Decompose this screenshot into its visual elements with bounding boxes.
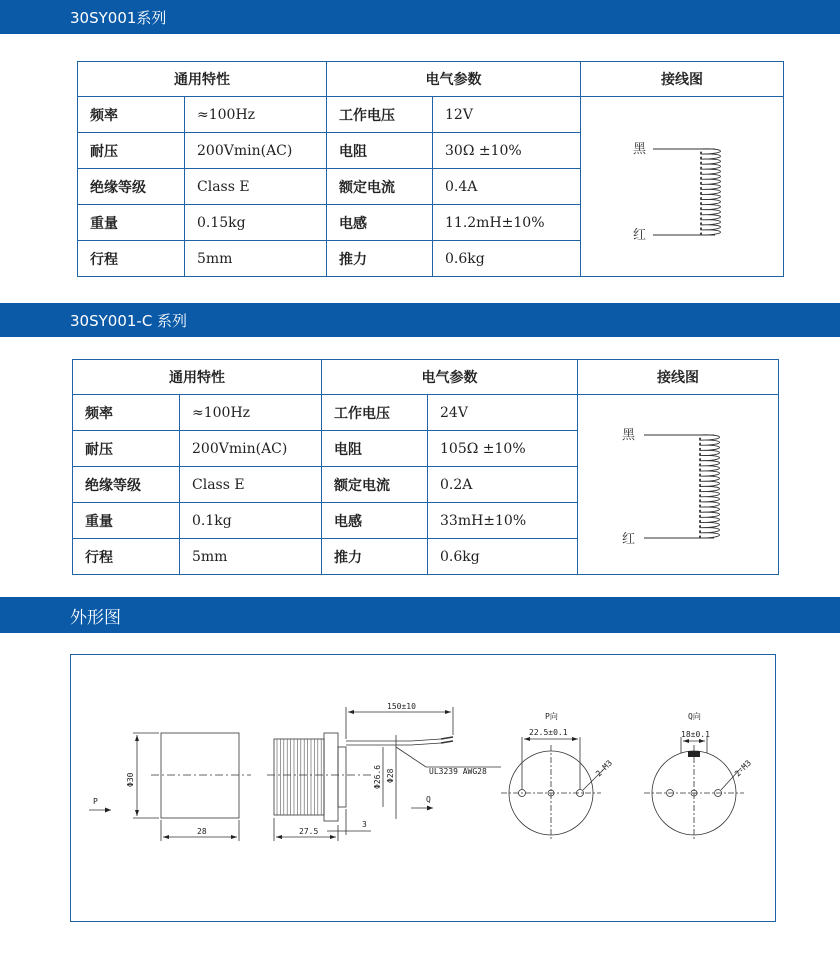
side-view-flange — [324, 733, 338, 821]
spec-value: 0.15kg — [185, 205, 327, 241]
cable-spec: UL3239 AWG28 — [429, 767, 487, 776]
spec-value: 0.6kg — [433, 241, 581, 277]
side-view-ribs — [277, 739, 321, 815]
arrow-head — [524, 737, 530, 741]
arrow-head — [572, 737, 578, 741]
arrow-head — [330, 835, 336, 839]
coil-diagram — [578, 395, 778, 575]
wire-black-label: 黑 — [633, 142, 647, 157]
side-view-shaft — [338, 747, 346, 807]
arrow-head — [135, 810, 139, 816]
spec-value: 12V — [433, 97, 581, 133]
q-view-thread: 2-M3 — [733, 758, 754, 779]
spec-value: 0.2A — [428, 467, 578, 503]
spec-table-30sy001-c — [72, 359, 779, 575]
header-wiring: 接线图 — [578, 360, 779, 395]
dim-side-dia2: Φ28 — [386, 768, 395, 783]
spec-key: 推力 — [327, 241, 433, 277]
spec-key: 电感 — [327, 205, 433, 241]
arrow-head — [699, 739, 705, 743]
coil-icon — [699, 435, 719, 538]
coil-icon — [700, 149, 720, 235]
p-view-title: P向 — [545, 712, 558, 721]
p-view-thread: 2-M3 — [594, 758, 615, 779]
p-arrow-label: P — [93, 797, 98, 806]
spec-value: 24V — [428, 395, 578, 431]
spec-table-30sy001 — [77, 61, 784, 277]
dim-cable-len: 150±10 — [387, 702, 416, 711]
arrow-head — [135, 735, 139, 741]
spec-key: 电感 — [322, 503, 428, 539]
wire-red-label: 红 — [622, 532, 636, 547]
spec-key: 耐压 — [73, 431, 180, 467]
front-view-body — [161, 733, 239, 818]
header-electrical: 电气参数 — [327, 62, 581, 97]
spec-key: 耐压 — [78, 133, 185, 169]
spec-key: 行程 — [78, 241, 185, 277]
side-view-body — [274, 739, 324, 815]
cable-end — [441, 737, 453, 743]
dim-side-dia1: Φ26.6 — [373, 764, 382, 789]
arrow-head — [683, 739, 689, 743]
spec-key: 工作电压 — [327, 97, 433, 133]
leader-line — [396, 747, 426, 767]
dim-side-gap: 3 — [362, 820, 367, 829]
spec-key: 重量 — [73, 503, 180, 539]
spec-key: 频率 — [78, 97, 185, 133]
spec-key: 额定电流 — [322, 467, 428, 503]
q-arrow-label: Q — [426, 795, 431, 804]
arrow-head — [276, 835, 282, 839]
spec-value: 105Ω ±10% — [428, 431, 578, 467]
p-view-span: 22.5±0.1 — [529, 728, 568, 737]
header-general: 通用特性 — [73, 360, 322, 395]
header-electrical: 电气参数 — [322, 360, 578, 395]
section-title-text: 30SY001-C 系列 — [70, 311, 188, 330]
spec-value: Class E — [180, 467, 322, 503]
outline-drawing-frame — [70, 654, 776, 922]
arrow-head — [163, 835, 169, 839]
arrow-head — [427, 806, 433, 811]
q-view-key-slot — [688, 751, 700, 757]
spec-value: 30Ω ±10% — [433, 133, 581, 169]
cable-line — [346, 739, 441, 741]
spec-key: 推力 — [322, 539, 428, 575]
spec-value: ≈100Hz — [180, 395, 322, 431]
dim-front-len: 28 — [197, 827, 207, 836]
arrow-head — [445, 710, 451, 714]
section-title-text: 30SY001系列 — [70, 8, 167, 27]
q-view-span: 18±0.1 — [681, 730, 710, 739]
spec-key: 重量 — [78, 205, 185, 241]
spec-key: 频率 — [73, 395, 180, 431]
spec-key: 电阻 — [322, 431, 428, 467]
wiring-diagram — [578, 395, 779, 575]
coil-diagram — [581, 97, 783, 277]
section-title-outline — [0, 597, 840, 633]
spec-key: 行程 — [73, 539, 180, 575]
arrow-head — [348, 710, 354, 714]
spec-value: 5mm — [185, 241, 327, 277]
spec-value: ≈100Hz — [185, 97, 327, 133]
spec-key: 绝缘等级 — [78, 169, 185, 205]
header-general: 通用特性 — [78, 62, 327, 97]
outline-drawing — [71, 655, 775, 921]
q-view-title: Q向 — [688, 712, 701, 721]
spec-key: 绝缘等级 — [73, 467, 180, 503]
spec-value: 200Vmin(AC) — [180, 431, 322, 467]
spec-value: 0.1kg — [180, 503, 322, 539]
header-wiring: 接线图 — [581, 62, 784, 97]
spec-value: 5mm — [180, 539, 322, 575]
dim-side-len: 27.5 — [299, 827, 319, 836]
cable-line — [346, 743, 441, 745]
section-title-30sy001-c — [0, 303, 840, 337]
spec-key: 电阻 — [327, 133, 433, 169]
spec-value: 11.2mH±10% — [433, 205, 581, 241]
spec-value: 0.4A — [433, 169, 581, 205]
spec-value: 0.6kg — [428, 539, 578, 575]
dim-front-dia: Φ30 — [126, 772, 135, 787]
wire-red-label: 红 — [633, 228, 647, 243]
spec-value: 33mH±10% — [428, 503, 578, 539]
spec-value: 200Vmin(AC) — [185, 133, 327, 169]
arrow-head — [231, 835, 237, 839]
wire-black-label: 黑 — [622, 428, 636, 443]
arrow-head — [105, 808, 111, 813]
wiring-diagram — [581, 97, 784, 277]
section-title-30sy001 — [0, 0, 840, 34]
section-title-text: 外形图 — [70, 607, 121, 628]
spec-key: 额定电流 — [327, 169, 433, 205]
spec-key: 工作电压 — [322, 395, 428, 431]
spec-value: Class E — [185, 169, 327, 205]
